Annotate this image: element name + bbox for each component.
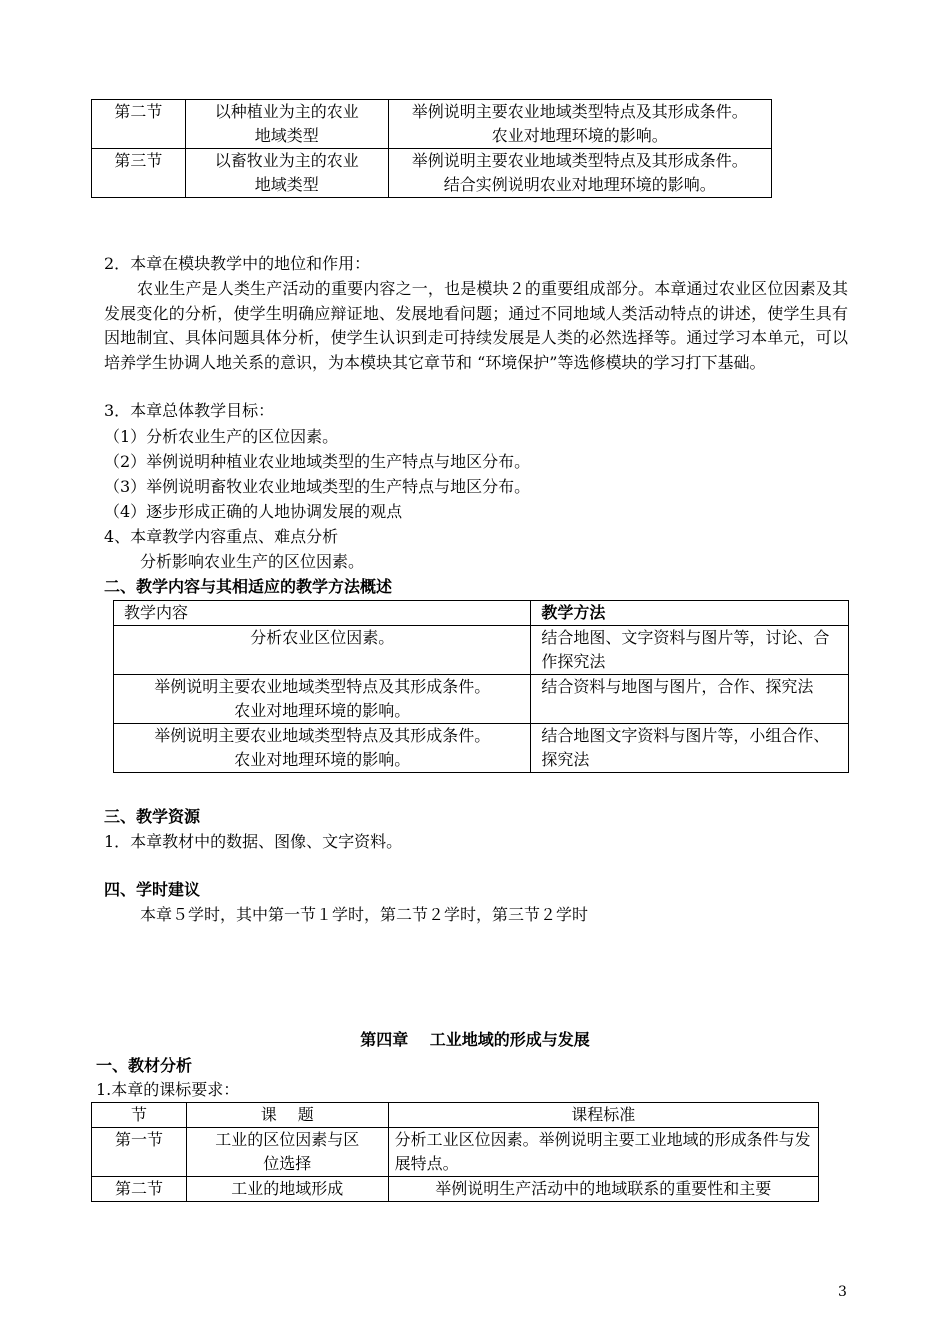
content-cell (114, 675, 531, 724)
topic-line: 以畜牧业为主的农业 (214, 151, 359, 170)
table-row (92, 100, 772, 149)
part-heading: 三、教学资源 (104, 807, 201, 826)
topic-cell (185, 100, 388, 149)
table-row (114, 626, 849, 675)
curriculum-table-agriculture (91, 99, 772, 198)
chapter-title: 第四章 工业地域的形成与发展 (360, 1030, 590, 1049)
chapter-subheading: 一、教材分析 (96, 1056, 193, 1075)
focus-text: 分析影响农业生产的区位因素。 (140, 552, 365, 571)
section-heading: 4、本章教学内容重点、难点分析 (104, 527, 339, 546)
standard-cell: 举例说明生产活动中的地域联系的重要性和主要 (388, 1177, 818, 1202)
table-header-row (114, 601, 849, 626)
topic-cell (185, 149, 388, 198)
topic-cell (186, 1177, 388, 1202)
section-cell: 第二节 (92, 1177, 187, 1202)
column-header: 节 (92, 1103, 187, 1128)
section-cell: 第二节 (92, 100, 186, 149)
table-row (92, 149, 772, 198)
part-heading: 四、学时建议 (104, 880, 201, 899)
part-heading: 二、教学内容与其相适应的教学方法概述 (104, 577, 393, 596)
content-cell (114, 724, 531, 773)
method-table (113, 600, 849, 773)
content-line: 举例说明主要农业地域类型特点及其形成条件。 (154, 726, 491, 745)
standard-line: 农业对地理环境的影响。 (491, 126, 668, 145)
goal-item: （4）逐步形成正确的人地协调发展的观点 (104, 502, 403, 521)
column-header: 课 题 (186, 1103, 388, 1128)
section-heading: 2．本章在模块教学中的地位和作用： (104, 254, 371, 273)
goal-item: （2）举例说明种植业农业地域类型的生产特点与地区分布。 (104, 452, 531, 471)
topic-line: 工业的区位因素与区 (215, 1130, 360, 1149)
table-header-row (92, 1103, 819, 1128)
content-line: 农业对地理环境的影响。 (234, 750, 411, 769)
hours-text: 本章５学时，其中第一节１学时，第二节２学时，第三节２学时 (140, 905, 589, 924)
standard-cell (388, 149, 771, 198)
resource-text: 1．本章教材中的数据、图像、文字资料。 (104, 832, 403, 851)
topic-line: 工业的地域形成 (231, 1179, 344, 1198)
column-header: 课程标准 (388, 1103, 818, 1128)
column-header: 教学内容 (114, 601, 531, 626)
role-paragraph: 农业生产是人类生产活动的重要内容之一，也是模块２的重要组成部分。本章通过农业区位因素及其发展变化的分析，使学生明确应辩证地、发展地看问题；通过不同地域人类活动特点的讲述，使学生具有因地制宜、具体问题具体分析，使学生认识到走可持续发展是人类的必然选择等。通过学习本单元，可以培养学生协调人地关系的意识，为本模块其它章节和 “环境保护”等选修模块的学习打下基础。 (104, 279, 848, 372)
table-row (92, 1177, 819, 1202)
section-heading: 3．本章总体教学目标： (104, 401, 275, 420)
method-cell: 结合地图文字资料与图片等，小组合作、探究法 (531, 724, 849, 773)
standard-line: 结合实例说明农业对地理环境的影响。 (443, 175, 716, 194)
topic-line: 地域类型 (254, 126, 319, 145)
chapter-subheading: 1.本章的课标要求： (96, 1080, 240, 1099)
topic-line: 位选择 (263, 1154, 312, 1173)
topic-line: 地域类型 (254, 175, 319, 194)
column-header: 教学方法 (531, 601, 849, 626)
topic-cell (186, 1128, 388, 1177)
table-row (92, 1128, 819, 1177)
section-cell: 第三节 (92, 149, 186, 198)
standard-line: 举例说明主要农业地域类型特点及其形成条件。 (411, 102, 748, 121)
table-row (114, 675, 849, 724)
page-number: 3 (838, 1284, 847, 1300)
standard-cell: 分析工业区位因素。举例说明主要工业地域的形成条件与发展特点。 (388, 1128, 818, 1177)
standard-line: 举例说明主要农业地域类型特点及其形成条件。 (411, 151, 748, 170)
content-cell (114, 626, 531, 675)
method-cell: 结合地图、文字资料与图片等，讨论、合作探究法 (531, 626, 849, 675)
content-line: 举例说明主要农业地域类型特点及其形成条件。 (154, 677, 491, 696)
goal-item: （1）分析农业生产的区位因素。 (104, 427, 339, 446)
goal-item: （3）举例说明畜牧业农业地域类型的生产特点与地区分布。 (104, 477, 531, 496)
topic-line: 以种植业为主的农业 (214, 102, 359, 121)
section-cell: 第一节 (92, 1128, 187, 1177)
content-line: 农业对地理环境的影响。 (234, 701, 411, 720)
method-cell: 结合资料与地图与图片，合作、探究法 (531, 675, 849, 724)
table-row (114, 724, 849, 773)
standard-cell (388, 100, 771, 149)
curriculum-table-industry (91, 1102, 819, 1202)
content-line: 分析农业区位因素。 (250, 628, 395, 647)
